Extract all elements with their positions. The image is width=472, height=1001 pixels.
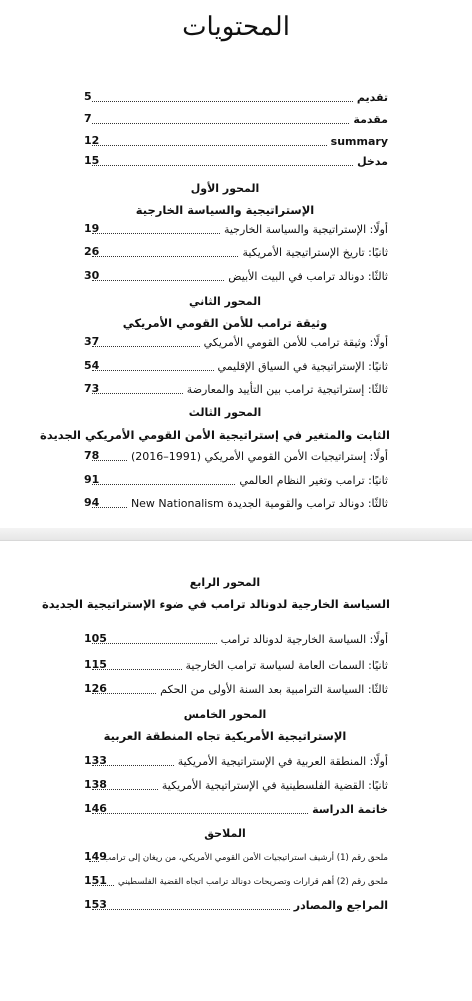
appendix-heading: الملاحق bbox=[204, 827, 246, 840]
toc-entry[interactable] bbox=[88, 472, 388, 488]
dot-leader bbox=[92, 165, 353, 166]
toc-entry[interactable] bbox=[88, 358, 388, 374]
toc-page-number: 126 bbox=[84, 682, 107, 695]
toc-page-number: 78 bbox=[84, 449, 100, 462]
toc-entry-label: ثالثًا: دونالد ترامب في البيت الأبيض bbox=[228, 270, 388, 283]
toc-entry-label: ثانيًا: الإستراتيجية في السياق الإقليمي bbox=[217, 360, 388, 373]
axis-subtitle: الثابت والمتغير في إستراتيجية الأمن القومي الأمريكي الجديدة bbox=[40, 428, 390, 442]
axis-heading: المحور الرابع bbox=[189, 576, 261, 589]
toc-page-number: 12 bbox=[84, 134, 100, 147]
toc-entry[interactable] bbox=[88, 381, 388, 397]
toc-entry[interactable] bbox=[88, 268, 388, 284]
dot-leader bbox=[92, 123, 349, 124]
toc-entry-label: summary bbox=[330, 135, 388, 148]
toc-page-number: 94 bbox=[84, 496, 100, 509]
toc-entry-summary[interactable] bbox=[88, 133, 388, 149]
toc-title: المحتويات bbox=[182, 12, 290, 42]
toc-page-number: 138 bbox=[84, 778, 107, 791]
axis-subtitle: الإستراتيجية والسياسة الخارجية bbox=[135, 203, 315, 217]
toc-entry[interactable] bbox=[88, 631, 388, 647]
toc-page-number: 37 bbox=[84, 335, 100, 348]
toc-page-number: 91 bbox=[84, 473, 100, 486]
toc-page-number: 19 bbox=[84, 222, 100, 235]
axis-subtitle: وثيقة ترامب للأمن القومي الأمريكي bbox=[122, 316, 328, 330]
toc-page-2 bbox=[0, 540, 472, 1001]
toc-entry-label: ثانيًا: تاريخ الإستراتيجية الأمريكية bbox=[242, 246, 388, 259]
toc-page-number: 26 bbox=[84, 245, 100, 258]
toc-page-number: 146 bbox=[84, 802, 107, 815]
toc-entry-label: خاتمة الدراسة bbox=[312, 803, 388, 816]
toc-entry-label: ثانيًا: ترامب وتغير النظام العالمي bbox=[239, 474, 388, 487]
toc-entry[interactable] bbox=[88, 777, 388, 793]
toc-entry-references[interactable] bbox=[88, 897, 388, 913]
toc-entry[interactable] bbox=[88, 334, 388, 350]
dot-leader bbox=[92, 101, 353, 102]
toc-page-number: 151 bbox=[84, 874, 107, 887]
toc-entry-conclusion[interactable] bbox=[88, 801, 388, 817]
axis-heading: المحور الثاني bbox=[188, 295, 262, 308]
axis-heading: المحور الخامس bbox=[183, 708, 267, 721]
axis-subtitle: السياسة الخارجية لدونالد ترامب في ضوء الإستراتيجية الجديدة bbox=[41, 597, 390, 611]
toc-entry[interactable] bbox=[88, 221, 388, 237]
toc-entry-label: مقدمة bbox=[353, 113, 388, 126]
toc-entry-label: ملحق رقم (2) أهم قرارات وتصريحات دونالد ترامب اتجاه القضية الفلسطيني bbox=[118, 877, 388, 887]
toc-page-number: 149 bbox=[84, 850, 107, 863]
toc-entry-label: تقديم bbox=[356, 91, 388, 104]
toc-entry-appendix[interactable] bbox=[88, 873, 388, 889]
toc-page-number: 133 bbox=[84, 754, 107, 767]
toc-page-number: 7 bbox=[84, 112, 92, 125]
toc-entry[interactable] bbox=[88, 753, 388, 769]
toc-entry-entrance[interactable] bbox=[88, 153, 388, 169]
toc-entry-label: أولًا: المنطقة العربية في الإستراتيجية الأمريكية bbox=[177, 755, 388, 768]
toc-entry-label: المراجع والمصادر bbox=[293, 899, 388, 912]
axis-heading: المحور الأول bbox=[190, 182, 260, 195]
toc-entry-label: مدخل bbox=[357, 155, 388, 168]
toc-page-number: 73 bbox=[84, 382, 100, 395]
dot-leader bbox=[92, 145, 327, 146]
toc-entry-label: ثانيًا: السمات العامة لسياسة ترامب الخارجية bbox=[185, 659, 388, 672]
toc-page-number: 5 bbox=[84, 90, 92, 103]
page-separator bbox=[0, 528, 472, 540]
toc-entry[interactable] bbox=[88, 448, 388, 464]
toc-page-number: 115 bbox=[84, 658, 107, 671]
toc-entry-preface[interactable] bbox=[88, 89, 388, 105]
toc-entry-label: ثالثًا: إستراتيجية ترامب بين التأييد والمعارضة bbox=[186, 383, 388, 396]
toc-entry-label: أولًا: إستراتيجيات الأمن القومي الأمريكي (1991–2016) bbox=[130, 450, 388, 463]
toc-entry[interactable] bbox=[88, 244, 388, 260]
toc-entry-label: ثالثًا: السياسة الترامبية بعد السنة الأولى من الحكم bbox=[160, 683, 388, 696]
toc-entry-label: أولًا: السياسة الخارجية لدونالد ترامب bbox=[220, 633, 388, 646]
toc-entry[interactable] bbox=[88, 495, 388, 511]
toc-page-number: 15 bbox=[84, 154, 100, 167]
toc-entry-label: أولًا: وثيقة ترامب للأمن القومي الأمريكي bbox=[203, 336, 388, 349]
axis-subtitle: الإستراتيجية الأمريكية تجاه المنطقة العربية bbox=[103, 729, 347, 743]
toc-page-number: 105 bbox=[84, 632, 107, 645]
dot-leader bbox=[92, 813, 308, 814]
toc-entry[interactable] bbox=[88, 657, 388, 673]
toc-page-number: 153 bbox=[84, 898, 107, 911]
axis-heading: المحور الثالث bbox=[188, 406, 262, 419]
toc-entry-introduction[interactable] bbox=[88, 111, 388, 127]
toc-entry-label: ثالثًا: دونالد ترامب والقومية الجديدة New Nationalism bbox=[130, 497, 388, 510]
toc-entry-label: ثانيًا: القضية الفلسطينية في الإستراتيجية الأمريكية bbox=[161, 779, 388, 792]
toc-page-number: 54 bbox=[84, 359, 100, 372]
toc-entry-label: أولًا: الإستراتيجية والسياسة الخارجية bbox=[223, 223, 388, 236]
toc-entry[interactable] bbox=[88, 681, 388, 697]
toc-page-number: 30 bbox=[84, 269, 100, 282]
toc-entry-appendix[interactable] bbox=[88, 849, 388, 865]
toc-entry-label: ملحق رقم (1) أرشيف استراتيجيات الأمن القومي الأمريكي، من ريغان إلى ترامب bbox=[103, 853, 388, 863]
